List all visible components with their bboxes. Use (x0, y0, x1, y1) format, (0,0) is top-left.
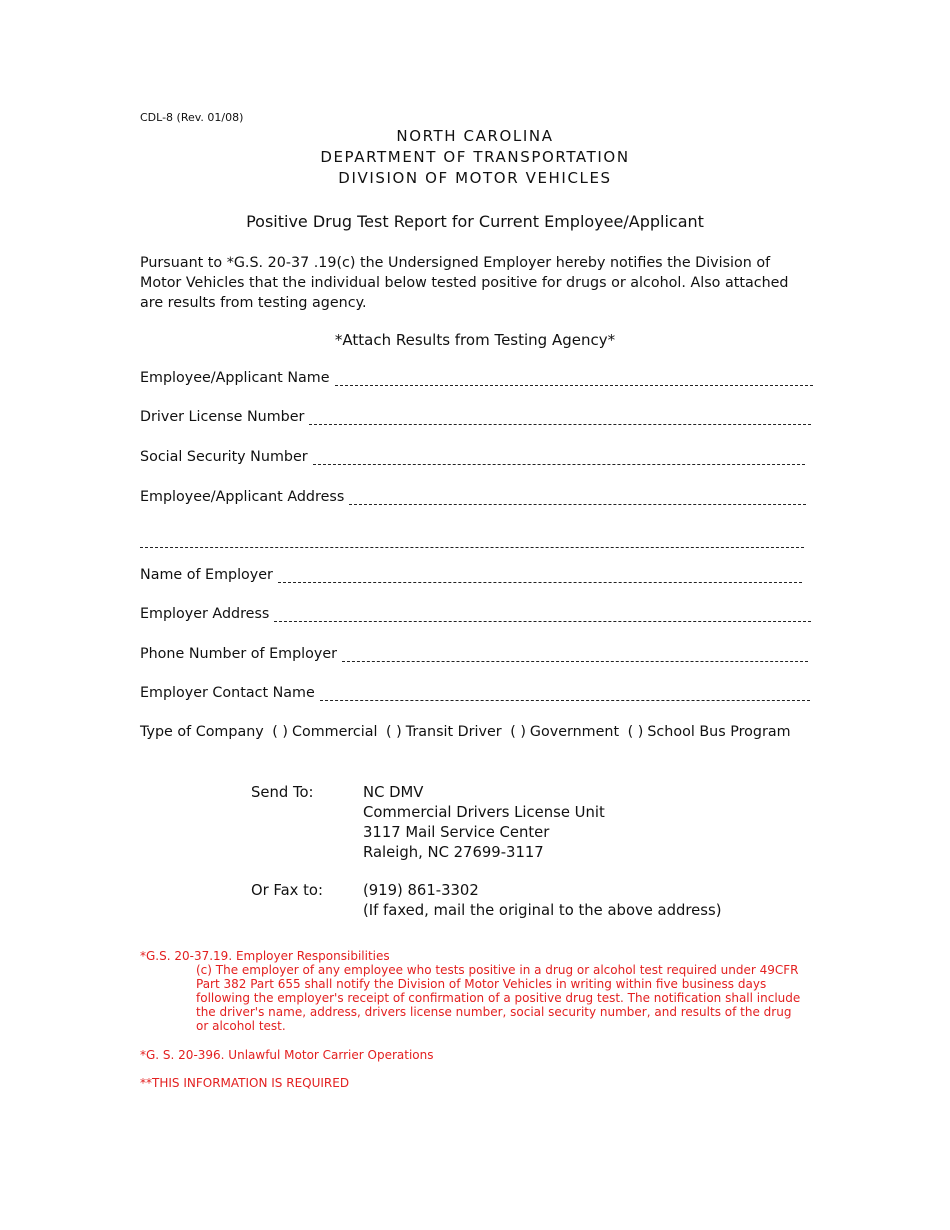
employer-name-label: Name of Employer (140, 567, 273, 583)
company-type-label: Type of Company (140, 724, 264, 740)
statute-body: (c) The employer of any employee who tests positive in a drug or alcohol test required under 49CFR Part 382 Part 655 shall notify the Division of Motor Vehicles in writing within five business days following the employer's receipt of confirmation of a positive drug test. The notification shall include the driver's name, address, drivers license number, social security number, and results of the drug or alcohol test. (196, 963, 801, 1033)
license-number-line[interactable] (309, 410, 811, 425)
employer-phone-line[interactable] (342, 647, 808, 662)
license-number-label: Driver License Number (140, 409, 305, 425)
option-transit-driver: Transit Driver (405, 724, 502, 740)
employee-name-field[interactable] (140, 370, 813, 386)
employer-phone-label: Phone Number of Employer (140, 646, 338, 662)
contact-name-field[interactable] (140, 685, 810, 701)
header-department: DEPARTMENT OF TRANSPORTATION (320, 148, 630, 166)
checkbox-transit-driver[interactable]: ( ) (386, 724, 402, 740)
contact-name-line[interactable] (320, 686, 810, 701)
send-to-line-4: Raleigh, NC 27699-3117 (363, 844, 544, 861)
form-number: CDL-8 (Rev. 01/08) (140, 111, 244, 124)
checkbox-school-bus[interactable]: ( ) (627, 724, 644, 740)
company-type-row (140, 724, 795, 740)
employer-address-field[interactable] (140, 606, 811, 622)
option-commercial: Commercial (291, 724, 378, 740)
employee-name-label: Employee/Applicant Name (140, 370, 330, 386)
send-to-line-3: 3117 Mail Service Center (363, 824, 550, 841)
fax-number: (919) 861-3302 (363, 882, 479, 899)
send-to-line-2: Commercial Drivers License Unit (363, 804, 605, 821)
fax-note: (If faxed, mail the original to the above address) (363, 902, 722, 919)
send-to-label: Send To: (251, 784, 314, 801)
form-title: Positive Drug Test Report for Current Employee/Applicant (246, 212, 704, 231)
header-state: NORTH CAROLINA (396, 127, 554, 145)
statute-footnote (140, 949, 806, 1033)
checkbox-commercial[interactable]: ( ) (272, 724, 288, 740)
unlawful-operations-note: *G. S. 20-396. Unlawful Motor Carrier Operations (140, 1048, 434, 1062)
employer-phone-field[interactable] (140, 646, 808, 662)
license-number-field[interactable] (140, 409, 811, 425)
fax-label: Or Fax to: (251, 882, 323, 899)
header-division: DIVISION OF MOTOR VEHICLES (338, 169, 612, 187)
ssn-line[interactable] (313, 450, 805, 465)
intro-paragraph: Pursuant to *G.S. 20-37 .19(c) the Undersigned Employer hereby notifies the Division of Motor Vehicles that the individual below tested positive for drugs or alcohol. Also attached are results from testing agency. (140, 255, 789, 311)
fax-block (363, 881, 721, 921)
checkbox-government[interactable]: ( ) (510, 724, 526, 740)
employee-address-line[interactable] (349, 490, 806, 505)
attach-note: *Attach Results from Testing Agency* (334, 331, 616, 349)
ssn-label: Social Security Number (140, 449, 308, 465)
send-to-line-1: NC DMV (363, 784, 424, 801)
ssn-field[interactable] (140, 449, 805, 465)
send-to-address (363, 783, 605, 863)
employee-name-line[interactable] (335, 371, 813, 386)
employer-name-line[interactable] (278, 568, 802, 583)
employee-address-line-2[interactable] (140, 546, 804, 548)
option-government: Government (529, 724, 620, 740)
required-note: **THIS INFORMATION IS REQUIRED (140, 1076, 350, 1090)
statute-title: *G.S. 20-37.19. Employer Responsibilities (140, 949, 390, 963)
contact-name-label: Employer Contact Name (140, 685, 315, 701)
employer-name-field[interactable] (140, 567, 802, 583)
option-school-bus: School Bus Program (647, 724, 791, 740)
employer-address-label: Employer Address (140, 606, 270, 622)
employee-address-label: Employee/Applicant Address (140, 489, 345, 505)
employee-address-field[interactable] (140, 489, 806, 505)
employer-address-line[interactable] (274, 607, 811, 622)
